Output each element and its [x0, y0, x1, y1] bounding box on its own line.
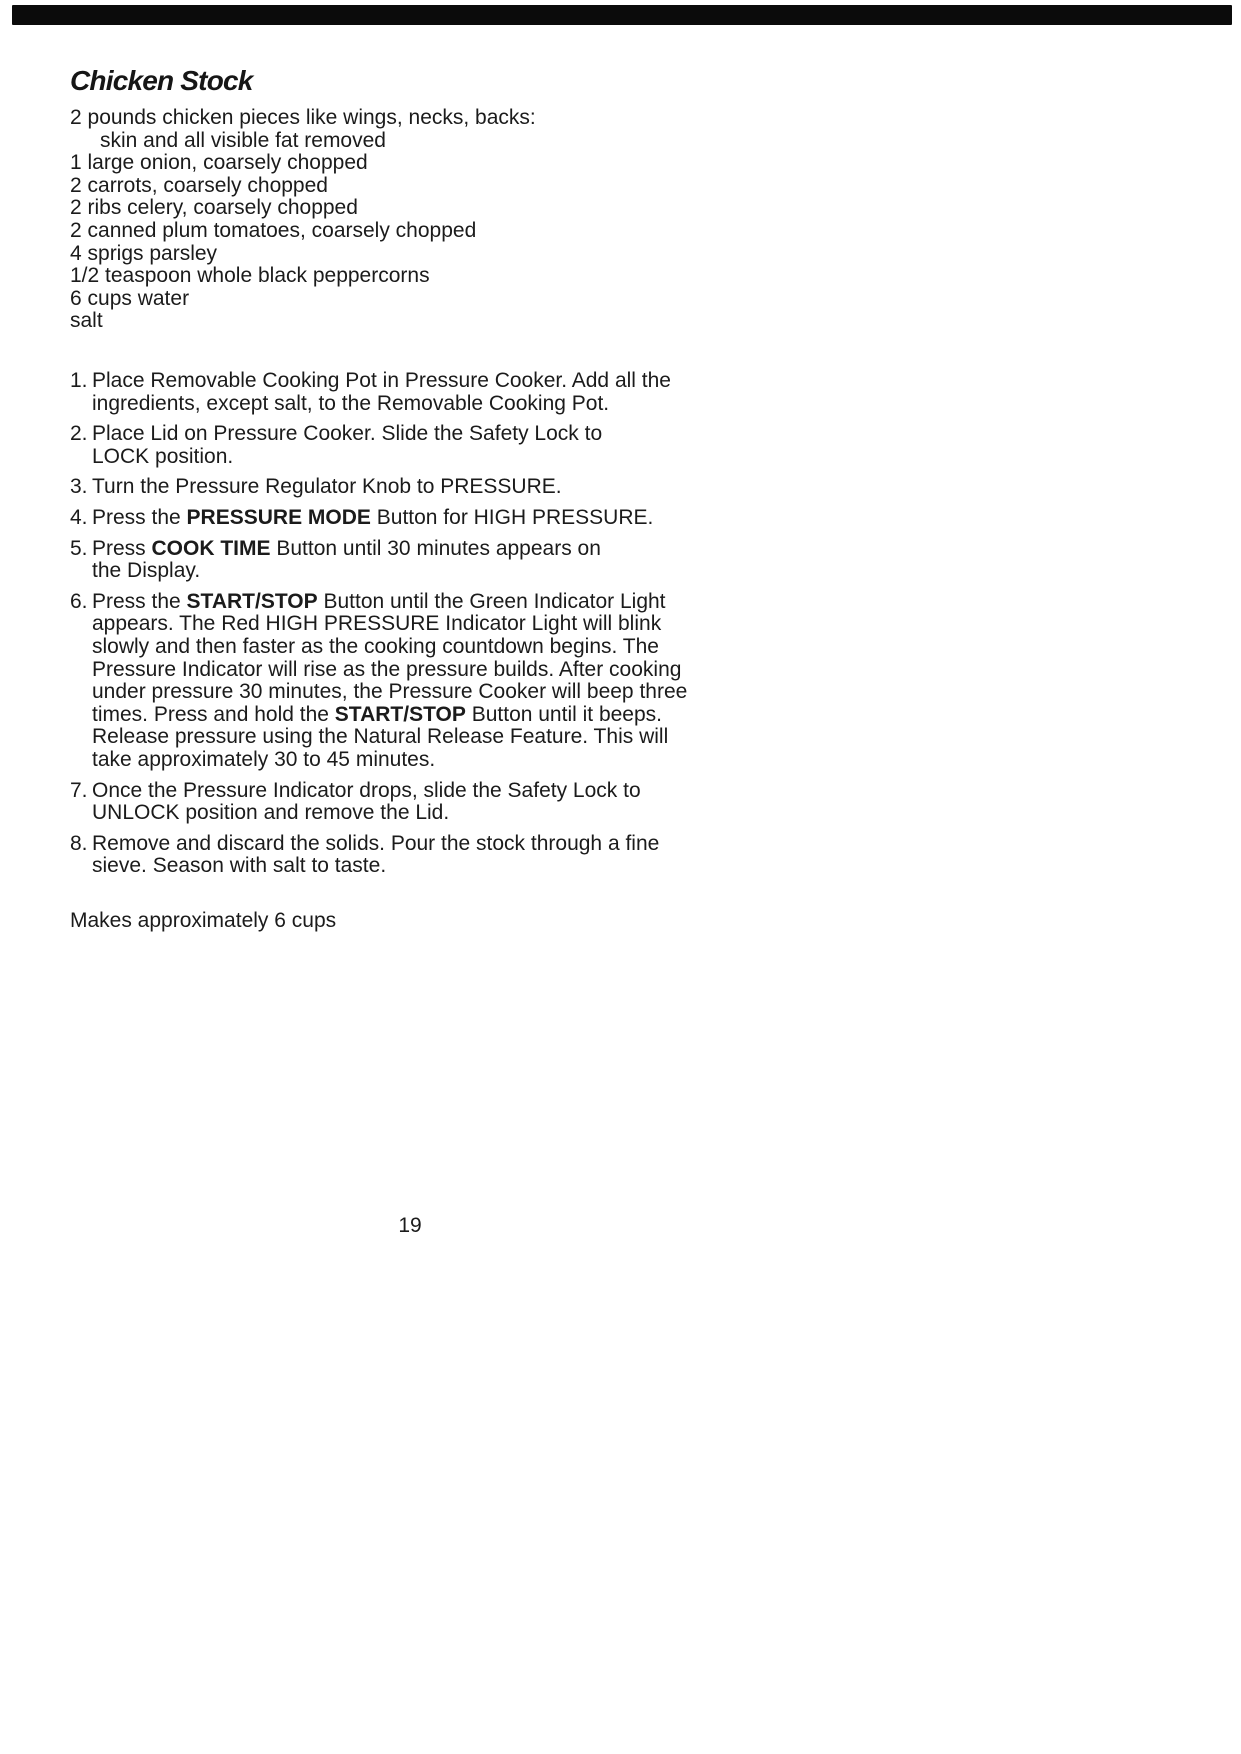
step-text — [92, 833, 659, 878]
text-segment: ingredients, except salt, to the Removable Cooking Pot. — [92, 391, 610, 415]
text-line — [92, 446, 602, 469]
text-line — [92, 591, 687, 614]
text-segment: Once the Pressure Indicator drops, slide the Safety Lock to — [92, 778, 641, 802]
step-text — [92, 423, 602, 468]
text-segment: Release pressure using the Natural Release Feature. This will — [92, 725, 669, 749]
text-segment: Press — [92, 536, 152, 560]
text-segment: slowly and then faster as the cooking countdown begins. The — [92, 634, 659, 658]
step-text — [92, 507, 653, 530]
text-line — [92, 560, 601, 583]
text-line — [92, 749, 687, 772]
text-line — [92, 636, 687, 659]
text-line — [92, 659, 687, 682]
ingredient-line: 1 large onion, coarsely chopped — [70, 151, 368, 175]
text-segment: Button until the Green Indicator Light — [317, 589, 666, 613]
text-line — [92, 476, 562, 499]
text-segment: Button until 30 minutes appears on — [270, 536, 601, 560]
text-segment: Button for HIGH PRESSURE. — [370, 505, 654, 529]
ingredient-line: 2 canned plum tomatoes, coarsely chopped — [70, 218, 477, 242]
step-number: 5. — [70, 536, 88, 560]
step-number: 1. — [70, 369, 88, 392]
text-segment: Turn the Pressure Regulator Knob to PRESSURE. — [92, 475, 562, 499]
instruction-step — [70, 591, 687, 772]
bold-term: START/STOP — [186, 589, 318, 613]
text-line — [92, 855, 659, 878]
step-text — [92, 780, 641, 825]
text-line — [92, 704, 687, 727]
instruction-step — [70, 476, 687, 499]
text-line — [92, 802, 641, 825]
instruction-step — [70, 833, 687, 878]
text-segment: Press the — [92, 589, 187, 613]
text-line — [92, 780, 641, 803]
step-number: 8. — [70, 831, 88, 855]
step-number: 3. — [70, 475, 88, 499]
step-number: 7. — [70, 778, 88, 802]
recipe-title: Chicken Stock — [70, 65, 253, 96]
bold-term: COOK TIME — [151, 536, 271, 560]
text-segment: appears. The Red HIGH PRESSURE Indicator Light will blink — [92, 612, 662, 636]
step-text — [92, 591, 687, 772]
ingredient-list — [70, 107, 536, 333]
text-line — [92, 538, 601, 561]
instruction-step — [70, 507, 687, 530]
text-segment: times. Press and hold the — [92, 702, 335, 726]
instruction-list — [70, 370, 687, 886]
instruction-step — [70, 780, 687, 825]
bold-term: PRESSURE MODE — [186, 505, 371, 529]
ingredient-line: 2 ribs celery, coarsely chopped — [70, 196, 358, 220]
text-segment: Press the — [92, 505, 187, 529]
text-segment: UNLOCK position and remove the Lid. — [92, 801, 450, 825]
ingredient-line: 4 sprigs parsley — [70, 241, 218, 265]
step-text — [92, 476, 562, 499]
text-segment: take approximately 30 to 45 minutes. — [92, 747, 436, 771]
ingredient-line: salt — [70, 309, 103, 333]
ingredient-line: 2 carrots, coarsely chopped — [70, 173, 328, 197]
text-segment: Button until it beeps. — [465, 702, 663, 726]
text-segment: Pressure Indicator will rise as the pressure builds. After cooking — [92, 657, 682, 681]
instruction-step — [70, 370, 687, 415]
text-segment: Remove and discard the solids. Pour the stock through a fine — [92, 831, 660, 855]
ingredient-line: 1/2 teaspoon whole black peppercorns — [70, 264, 430, 288]
text-line — [92, 726, 687, 749]
step-number: 4. — [70, 505, 88, 529]
step-number: 2. — [70, 422, 88, 446]
text-line — [92, 423, 602, 446]
text-segment: sieve. Season with salt to taste. — [92, 854, 387, 878]
text-line — [92, 393, 671, 416]
step-text — [92, 370, 671, 415]
bold-term: START/STOP — [334, 702, 466, 726]
ingredient-line: 6 cups water — [70, 286, 190, 310]
text-line — [92, 370, 671, 393]
ingredient-line: 2 pounds chicken pieces like wings, necks, backs: — [70, 106, 536, 129]
text-line — [92, 833, 659, 856]
text-segment: Place Lid on Pressure Cooker. Slide the Safety Lock to — [92, 422, 603, 446]
text-segment: under pressure 30 minutes, the Pressure Cooker will beep three — [92, 680, 688, 704]
text-line — [92, 507, 653, 530]
scan-edge-bar — [12, 5, 1232, 25]
page-number: 19 — [398, 1214, 422, 1237]
text-segment: Place Removable Cooking Pot in Pressure Cooker. Add all the — [92, 369, 671, 392]
text-line — [92, 681, 687, 704]
yield-note: Makes approximately 6 cups — [70, 909, 337, 932]
text-segment: LOCK position. — [92, 444, 234, 468]
instruction-step — [70, 423, 687, 468]
text-line — [92, 613, 687, 636]
ingredient-line: skin and all visible fat removed — [100, 128, 386, 152]
step-number: 6. — [70, 589, 88, 613]
text-segment: the Display. — [92, 559, 201, 583]
instruction-step — [70, 538, 687, 583]
step-text — [92, 538, 601, 583]
